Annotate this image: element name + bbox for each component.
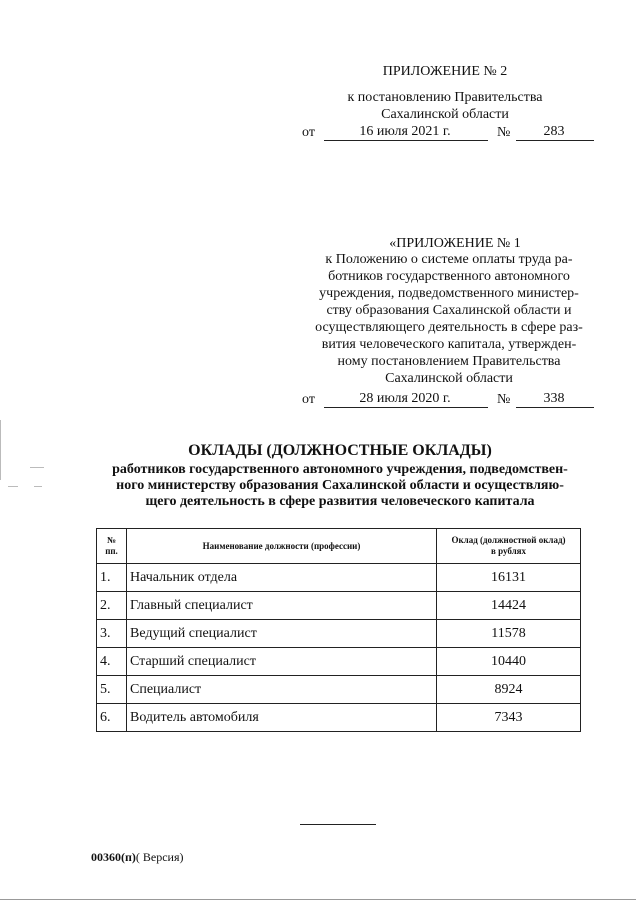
appendix-1-line: учреждения, подведомственного министер-: [319, 286, 579, 301]
row-number: 5.: [97, 676, 127, 704]
footer-code: [91, 850, 184, 864]
row-position: Водитель автомобиля: [127, 704, 437, 732]
table-row: [97, 704, 581, 732]
row-salary: 7343: [437, 704, 581, 732]
footer-version: ( Версия): [135, 850, 184, 864]
appendix-2-number-underline: [516, 140, 594, 141]
row-number: 1.: [97, 564, 127, 592]
scan-mark-left-dash: [30, 467, 44, 468]
appendix-1-from-label: от: [302, 392, 315, 407]
appendix-2-number-label: №: [497, 125, 511, 140]
salary-table: [96, 528, 581, 732]
appendix-1-title: «ПРИЛОЖЕНИЕ № 1: [389, 236, 521, 251]
appendix-1-line: ботников государственного автономного: [328, 269, 570, 284]
row-number: 2.: [97, 592, 127, 620]
row-position: Ведущий специалист: [127, 620, 437, 648]
header-salary: [437, 529, 581, 564]
scan-mark-left-dash: [8, 486, 18, 487]
appendix-1-line: осуществляющего деятельность в сфере раз-: [315, 320, 583, 335]
row-position: Начальник отдела: [127, 564, 437, 592]
scan-mark-left-vertical: [0, 420, 1, 480]
table-row: [97, 620, 581, 648]
row-salary: 10440: [437, 648, 581, 676]
table-header-row: [97, 529, 581, 564]
appendix-1-line: к Положению о системе оплаты труда ра-: [325, 252, 573, 267]
row-salary: 14424: [437, 592, 581, 620]
appendix-2-number: 283: [543, 124, 565, 139]
row-position: Специалист: [127, 676, 437, 704]
footer-document-code: 00360(п): [91, 850, 136, 864]
table-row: [97, 592, 581, 620]
appendix-1-line: ству образования Сахалинской области и: [326, 303, 572, 318]
row-number: 4.: [97, 648, 127, 676]
row-position: Старший специалист: [127, 648, 437, 676]
header-number-line-2: пп.: [105, 546, 118, 556]
appendix-2-from-label: от: [302, 125, 315, 140]
appendix-1-number-underline: [516, 407, 594, 408]
appendix-2-date: 16 июля 2021 г.: [359, 124, 451, 139]
header-number-line-1: №: [106, 535, 117, 545]
appendix-1-number: 338: [543, 391, 565, 406]
end-separator-line: [300, 824, 376, 825]
scan-mark-left-dash: [34, 486, 42, 487]
row-number: 3.: [97, 620, 127, 648]
header-number: [97, 529, 127, 564]
subtitle-line: щего деятельность в сфере развития человеческого капитала: [145, 494, 535, 509]
document-title: ОКЛАДЫ (ДОЛЖНОСТНЫЕ ОКЛАДЫ): [188, 442, 492, 459]
scan-mark-bottom-edge: [0, 899, 636, 900]
document-subtitle: [80, 462, 600, 510]
appendix-1-line: вития человеческого капитала, утвержден-: [321, 337, 577, 352]
appendix-2-title: ПРИЛОЖЕНИЕ № 2: [382, 64, 508, 79]
appendix-2-line-1: к постановлению Правительства: [347, 90, 543, 105]
appendix-2-date-underline: [324, 140, 488, 141]
table-row: [97, 648, 581, 676]
row-position: Главный специалист: [127, 592, 437, 620]
appendix-2-line-2: Сахалинской области: [381, 107, 509, 122]
appendix-1-number-label: №: [497, 392, 511, 407]
row-salary: 8924: [437, 676, 581, 704]
table-row: [97, 676, 581, 704]
header-salary-line-2: в рублях: [490, 546, 527, 556]
table-row: [97, 564, 581, 592]
appendix-1-line: Сахалинской области: [385, 371, 513, 386]
subtitle-line: работников государственного автономного учреждения, подведомствен-: [112, 462, 568, 477]
appendix-1-line: ному постановлением Правительства: [337, 354, 561, 369]
row-salary: 11578: [437, 620, 581, 648]
row-number: 6.: [97, 704, 127, 732]
header-salary-line-1: Оклад (должностной оклад): [451, 535, 566, 545]
header-position: Наименование должности (профессии): [127, 529, 437, 564]
appendix-1-date: 28 июля 2020 г.: [359, 391, 451, 406]
row-salary: 16131: [437, 564, 581, 592]
appendix-1-body: [298, 252, 600, 388]
appendix-1-date-underline: [324, 407, 488, 408]
subtitle-line: ного министерству образования Сахалинской области и осуществляю-: [116, 478, 564, 493]
